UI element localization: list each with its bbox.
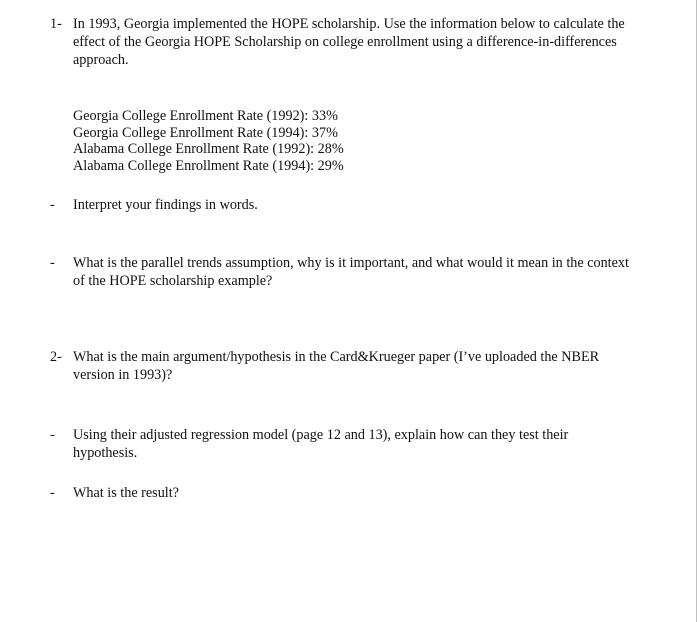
subquestion-1a-marker: -: [50, 197, 55, 213]
subquestion-2b-text: What is the result?: [73, 485, 179, 501]
subquestion-2b: [50, 484, 630, 502]
question-2-marker: 2-: [50, 349, 62, 365]
subquestion-1b-text: What is the parallel trends assumption, why is it important, and what would it mean in the context of the HOPE scholarship example?: [73, 255, 629, 289]
question-2: [50, 348, 630, 384]
data-line: Georgia College Enrollment Rate (1994): 37%: [73, 124, 338, 141]
subquestion-2a-text: Using their adjusted regression model (page 12 and 13), explain how can they test their hypothesis.: [73, 427, 569, 461]
data-line: Alabama College Enrollment Rate (1994): 29%: [73, 157, 344, 174]
data-line: Georgia College Enrollment Rate (1992): 33%: [73, 108, 338, 124]
question-1: [50, 15, 630, 69]
data-line: Alabama College Enrollment Rate (1992): 28%: [73, 141, 344, 157]
subquestion-1b: [50, 254, 630, 290]
subquestion-1a: [50, 196, 630, 214]
subquestion-1b-marker: -: [50, 255, 55, 271]
page-edge: [696, 0, 697, 622]
subquestion-2b-marker: -: [50, 485, 55, 501]
subquestion-2a-marker: -: [50, 427, 55, 443]
question-1-marker: 1-: [50, 16, 62, 32]
subquestion-2a: [50, 426, 630, 462]
question-2-text: What is the main argument/hypothesis in the Card&Krueger paper (I’ve uploaded the NBER version in 1993)?: [73, 349, 600, 383]
enrollment-data-list: [73, 108, 344, 174]
subquestion-1a-text: Interpret your findings in words.: [73, 197, 258, 213]
question-1-text: In 1993, Georgia implemented the HOPE scholarship. Use the information below to calculate the effect of the Georgia HOPE Scholarship on college enrollment using a difference-in-differences approach.: [73, 16, 625, 68]
